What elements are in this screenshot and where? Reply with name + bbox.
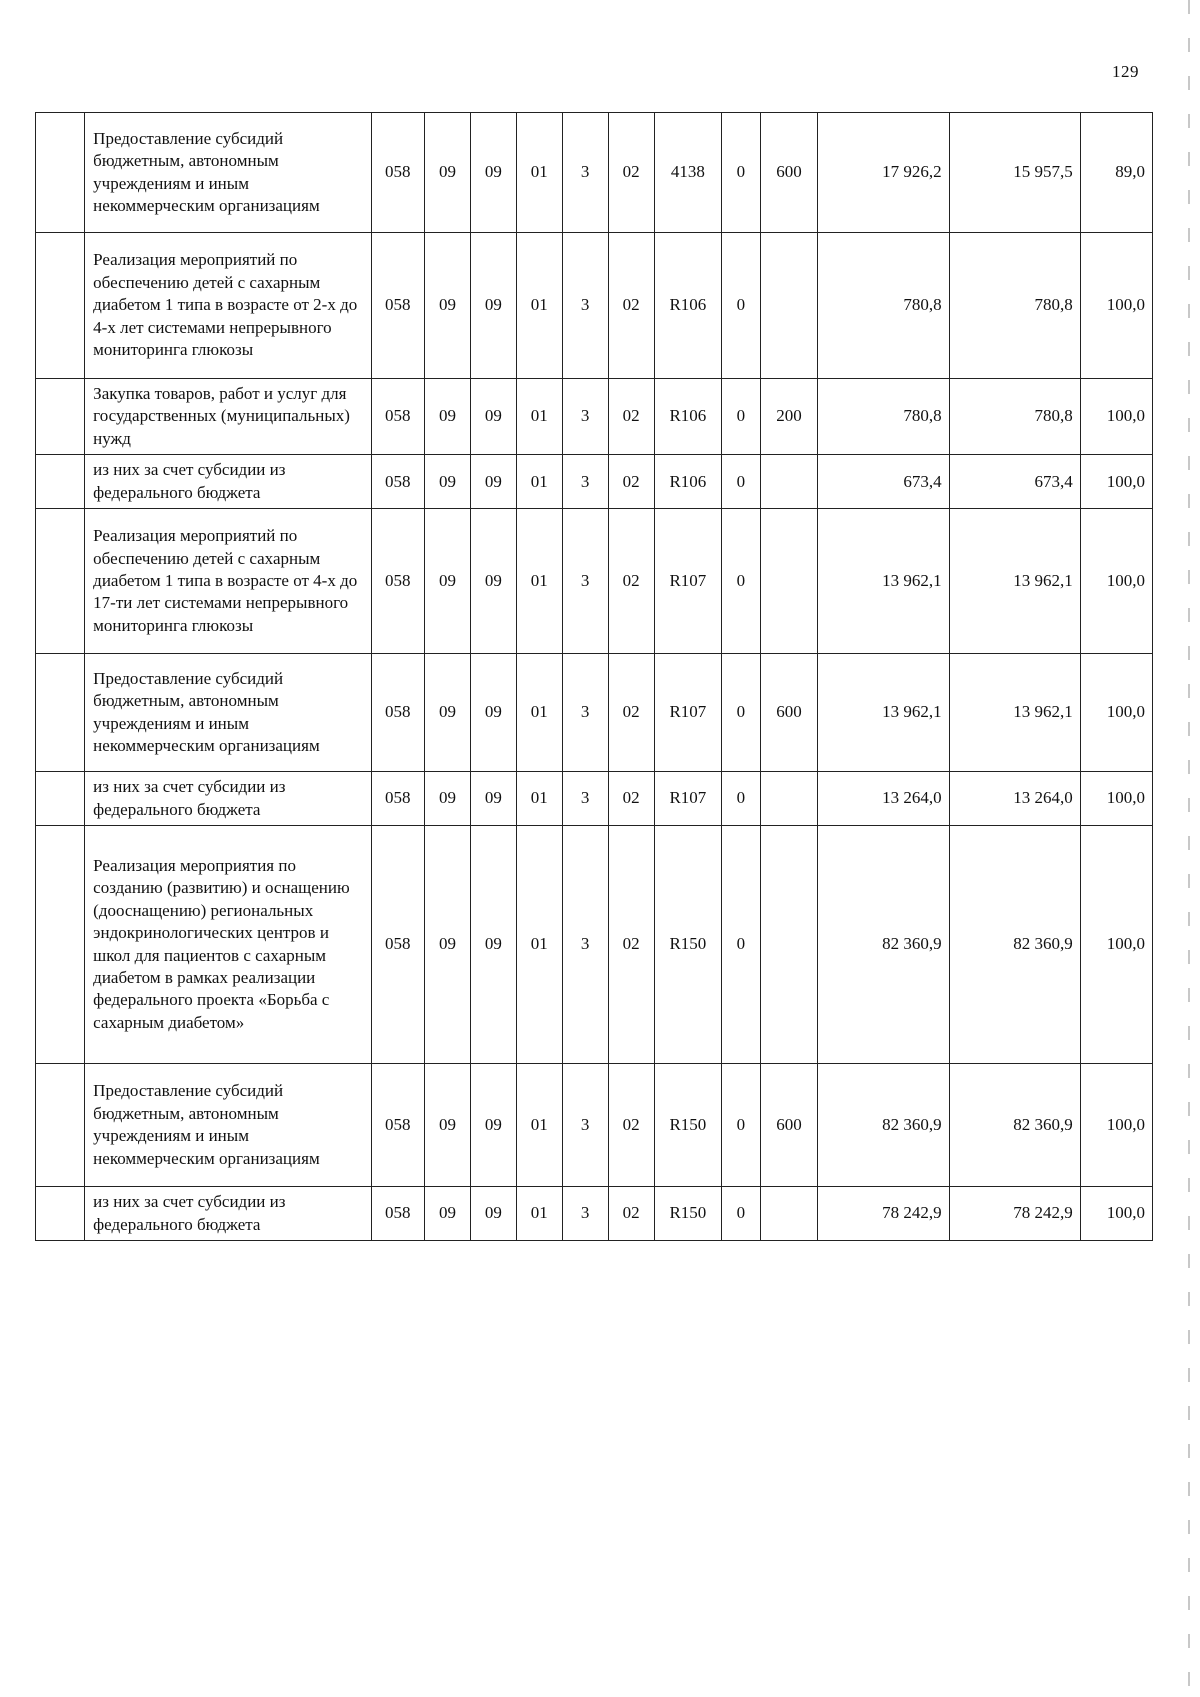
code-cell: 3 xyxy=(562,379,608,455)
code-cell: 09 xyxy=(425,509,471,654)
code-cell: R107 xyxy=(654,654,722,772)
code-cell: 09 xyxy=(470,379,516,455)
code-cell xyxy=(760,1187,818,1241)
execution-percent: 100,0 xyxy=(1080,379,1152,455)
code-cell: 09 xyxy=(425,1187,471,1241)
row-number-cell xyxy=(36,1064,85,1187)
code-cell: 600 xyxy=(760,654,818,772)
code-cell: 09 xyxy=(425,455,471,509)
table-row xyxy=(36,509,1153,654)
code-cell: 0 xyxy=(722,826,760,1064)
code-cell: 02 xyxy=(608,509,654,654)
code-cell: R150 xyxy=(654,1064,722,1187)
actual-amount: 82 360,9 xyxy=(949,826,1080,1064)
code-cell: R106 xyxy=(654,379,722,455)
code-cell: 0 xyxy=(722,1187,760,1241)
execution-percent: 100,0 xyxy=(1080,772,1152,826)
table-row xyxy=(36,654,1153,772)
code-cell xyxy=(760,233,818,379)
code-cell: 09 xyxy=(425,772,471,826)
code-cell: 02 xyxy=(608,1187,654,1241)
code-cell: 02 xyxy=(608,455,654,509)
code-cell: 02 xyxy=(608,379,654,455)
code-cell: 02 xyxy=(608,654,654,772)
code-cell: 01 xyxy=(516,509,562,654)
row-number-cell xyxy=(36,654,85,772)
code-cell: R107 xyxy=(654,509,722,654)
code-cell: 01 xyxy=(516,455,562,509)
table-row xyxy=(36,1064,1153,1187)
row-description: из них за счет субсидии из федерального бюджета xyxy=(85,1187,371,1241)
execution-percent: 100,0 xyxy=(1080,654,1152,772)
code-cell: 3 xyxy=(562,233,608,379)
plan-amount: 673,4 xyxy=(818,455,949,509)
actual-amount: 780,8 xyxy=(949,379,1080,455)
code-cell: 02 xyxy=(608,772,654,826)
code-cell: 09 xyxy=(470,509,516,654)
code-cell: 09 xyxy=(425,113,471,233)
table-row xyxy=(36,233,1153,379)
code-cell: 600 xyxy=(760,1064,818,1187)
code-cell: 058 xyxy=(371,1187,425,1241)
code-cell: 02 xyxy=(608,1064,654,1187)
code-cell: 058 xyxy=(371,654,425,772)
code-cell: R106 xyxy=(654,455,722,509)
actual-amount: 13 264,0 xyxy=(949,772,1080,826)
code-cell: 01 xyxy=(516,233,562,379)
code-cell: 09 xyxy=(425,1064,471,1187)
code-cell: 09 xyxy=(470,654,516,772)
row-number-cell xyxy=(36,509,85,654)
code-cell: 02 xyxy=(608,233,654,379)
code-cell: 09 xyxy=(470,233,516,379)
row-description: Закупка товаров, работ и услуг для государственных (муниципальных) нужд xyxy=(85,379,371,455)
code-cell: 09 xyxy=(470,826,516,1064)
code-cell: 0 xyxy=(722,772,760,826)
row-description: Предоставление субсидий бюджетным, автономным учреждениям и иным некоммерческим организациям xyxy=(85,1064,371,1187)
actual-amount: 13 962,1 xyxy=(949,654,1080,772)
code-cell: 01 xyxy=(516,772,562,826)
code-cell: 3 xyxy=(562,1187,608,1241)
execution-percent: 100,0 xyxy=(1080,233,1152,379)
code-cell: 01 xyxy=(516,826,562,1064)
execution-percent: 100,0 xyxy=(1080,1187,1152,1241)
code-cell: 3 xyxy=(562,826,608,1064)
code-cell: 0 xyxy=(722,233,760,379)
code-cell: 0 xyxy=(722,455,760,509)
code-cell: 3 xyxy=(562,1064,608,1187)
code-cell: 09 xyxy=(470,113,516,233)
row-description: Реализация мероприятий по обеспечению детей с сахарным диабетом 1 типа в возрасте от 4-х до 17-ти лет системами непрерывного мониторинга глюкозы xyxy=(85,509,371,654)
actual-amount: 15 957,5 xyxy=(949,113,1080,233)
code-cell: 200 xyxy=(760,379,818,455)
row-number-cell xyxy=(36,113,85,233)
code-cell: R107 xyxy=(654,772,722,826)
code-cell: 09 xyxy=(470,1187,516,1241)
code-cell: 0 xyxy=(722,113,760,233)
scan-edge-marks xyxy=(1188,0,1190,1697)
code-cell: 058 xyxy=(371,379,425,455)
row-number-cell xyxy=(36,772,85,826)
row-number-cell xyxy=(36,1187,85,1241)
code-cell: 09 xyxy=(425,233,471,379)
code-cell: 09 xyxy=(470,1064,516,1187)
code-cell: 01 xyxy=(516,379,562,455)
actual-amount: 13 962,1 xyxy=(949,509,1080,654)
code-cell: R150 xyxy=(654,1187,722,1241)
actual-amount: 82 360,9 xyxy=(949,1064,1080,1187)
table-row xyxy=(36,379,1153,455)
code-cell: 01 xyxy=(516,1187,562,1241)
code-cell: 09 xyxy=(425,826,471,1064)
plan-amount: 78 242,9 xyxy=(818,1187,949,1241)
plan-amount: 13 962,1 xyxy=(818,509,949,654)
code-cell: 058 xyxy=(371,772,425,826)
plan-amount: 82 360,9 xyxy=(818,1064,949,1187)
row-number-cell xyxy=(36,379,85,455)
row-description: Реализация мероприятий по обеспечению детей с сахарным диабетом 1 типа в возрасте от 2-х до 4-х лет системами непрерывного мониторинга глюкозы xyxy=(85,233,371,379)
execution-percent: 100,0 xyxy=(1080,455,1152,509)
code-cell: 09 xyxy=(425,379,471,455)
table-row xyxy=(36,455,1153,509)
plan-amount: 17 926,2 xyxy=(818,113,949,233)
row-description: Реализация мероприятия по созданию (развитию) и оснащению (дооснащению) региональных эндокринологических центров и школ для пациентов с сахарным диабетом в рамках реализации федерального проекта «Борьба с сахарным диабетом» xyxy=(85,826,371,1064)
table-row xyxy=(36,113,1153,233)
execution-percent: 100,0 xyxy=(1080,1064,1152,1187)
code-cell: 058 xyxy=(371,113,425,233)
code-cell: R150 xyxy=(654,826,722,1064)
row-number-cell xyxy=(36,233,85,379)
code-cell: 600 xyxy=(760,113,818,233)
code-cell: 09 xyxy=(425,654,471,772)
plan-amount: 13 264,0 xyxy=(818,772,949,826)
plan-amount: 780,8 xyxy=(818,233,949,379)
execution-percent: 100,0 xyxy=(1080,826,1152,1064)
code-cell: 3 xyxy=(562,455,608,509)
code-cell xyxy=(760,455,818,509)
execution-percent: 100,0 xyxy=(1080,509,1152,654)
code-cell: 058 xyxy=(371,1064,425,1187)
plan-amount: 82 360,9 xyxy=(818,826,949,1064)
code-cell: 09 xyxy=(470,772,516,826)
actual-amount: 780,8 xyxy=(949,233,1080,379)
code-cell: 3 xyxy=(562,509,608,654)
code-cell: 058 xyxy=(371,826,425,1064)
code-cell: 01 xyxy=(516,1064,562,1187)
code-cell: 058 xyxy=(371,233,425,379)
plan-amount: 13 962,1 xyxy=(818,654,949,772)
row-number-cell xyxy=(36,826,85,1064)
actual-amount: 78 242,9 xyxy=(949,1187,1080,1241)
code-cell: 01 xyxy=(516,654,562,772)
code-cell: 01 xyxy=(516,113,562,233)
actual-amount: 673,4 xyxy=(949,455,1080,509)
plan-amount: 780,8 xyxy=(818,379,949,455)
table-row xyxy=(36,826,1153,1064)
table-row xyxy=(36,1187,1153,1241)
code-cell: 3 xyxy=(562,772,608,826)
code-cell xyxy=(760,509,818,654)
code-cell: 4138 xyxy=(654,113,722,233)
code-cell: 09 xyxy=(470,455,516,509)
code-cell: 058 xyxy=(371,455,425,509)
code-cell xyxy=(760,826,818,1064)
row-description: из них за счет субсидии из федерального бюджета xyxy=(85,772,371,826)
execution-percent: 89,0 xyxy=(1080,113,1152,233)
code-cell: 0 xyxy=(722,654,760,772)
table-row xyxy=(36,772,1153,826)
code-cell: 0 xyxy=(722,1064,760,1187)
code-cell xyxy=(760,772,818,826)
row-description: Предоставление субсидий бюджетным, автономным учреждениям и иным некоммерческим организациям xyxy=(85,113,371,233)
code-cell: 0 xyxy=(722,509,760,654)
budget-table xyxy=(35,112,1153,1241)
row-number-cell xyxy=(36,455,85,509)
code-cell: 02 xyxy=(608,826,654,1064)
code-cell: R106 xyxy=(654,233,722,379)
code-cell: 058 xyxy=(371,509,425,654)
code-cell: 3 xyxy=(562,654,608,772)
page-number: 129 xyxy=(1112,62,1139,81)
row-description: из них за счет субсидии из федерального бюджета xyxy=(85,455,371,509)
table-body xyxy=(36,113,1153,1241)
code-cell: 3 xyxy=(562,113,608,233)
code-cell: 0 xyxy=(722,379,760,455)
code-cell: 02 xyxy=(608,113,654,233)
row-description: Предоставление субсидий бюджетным, автономным учреждениям и иным некоммерческим организациям xyxy=(85,654,371,772)
